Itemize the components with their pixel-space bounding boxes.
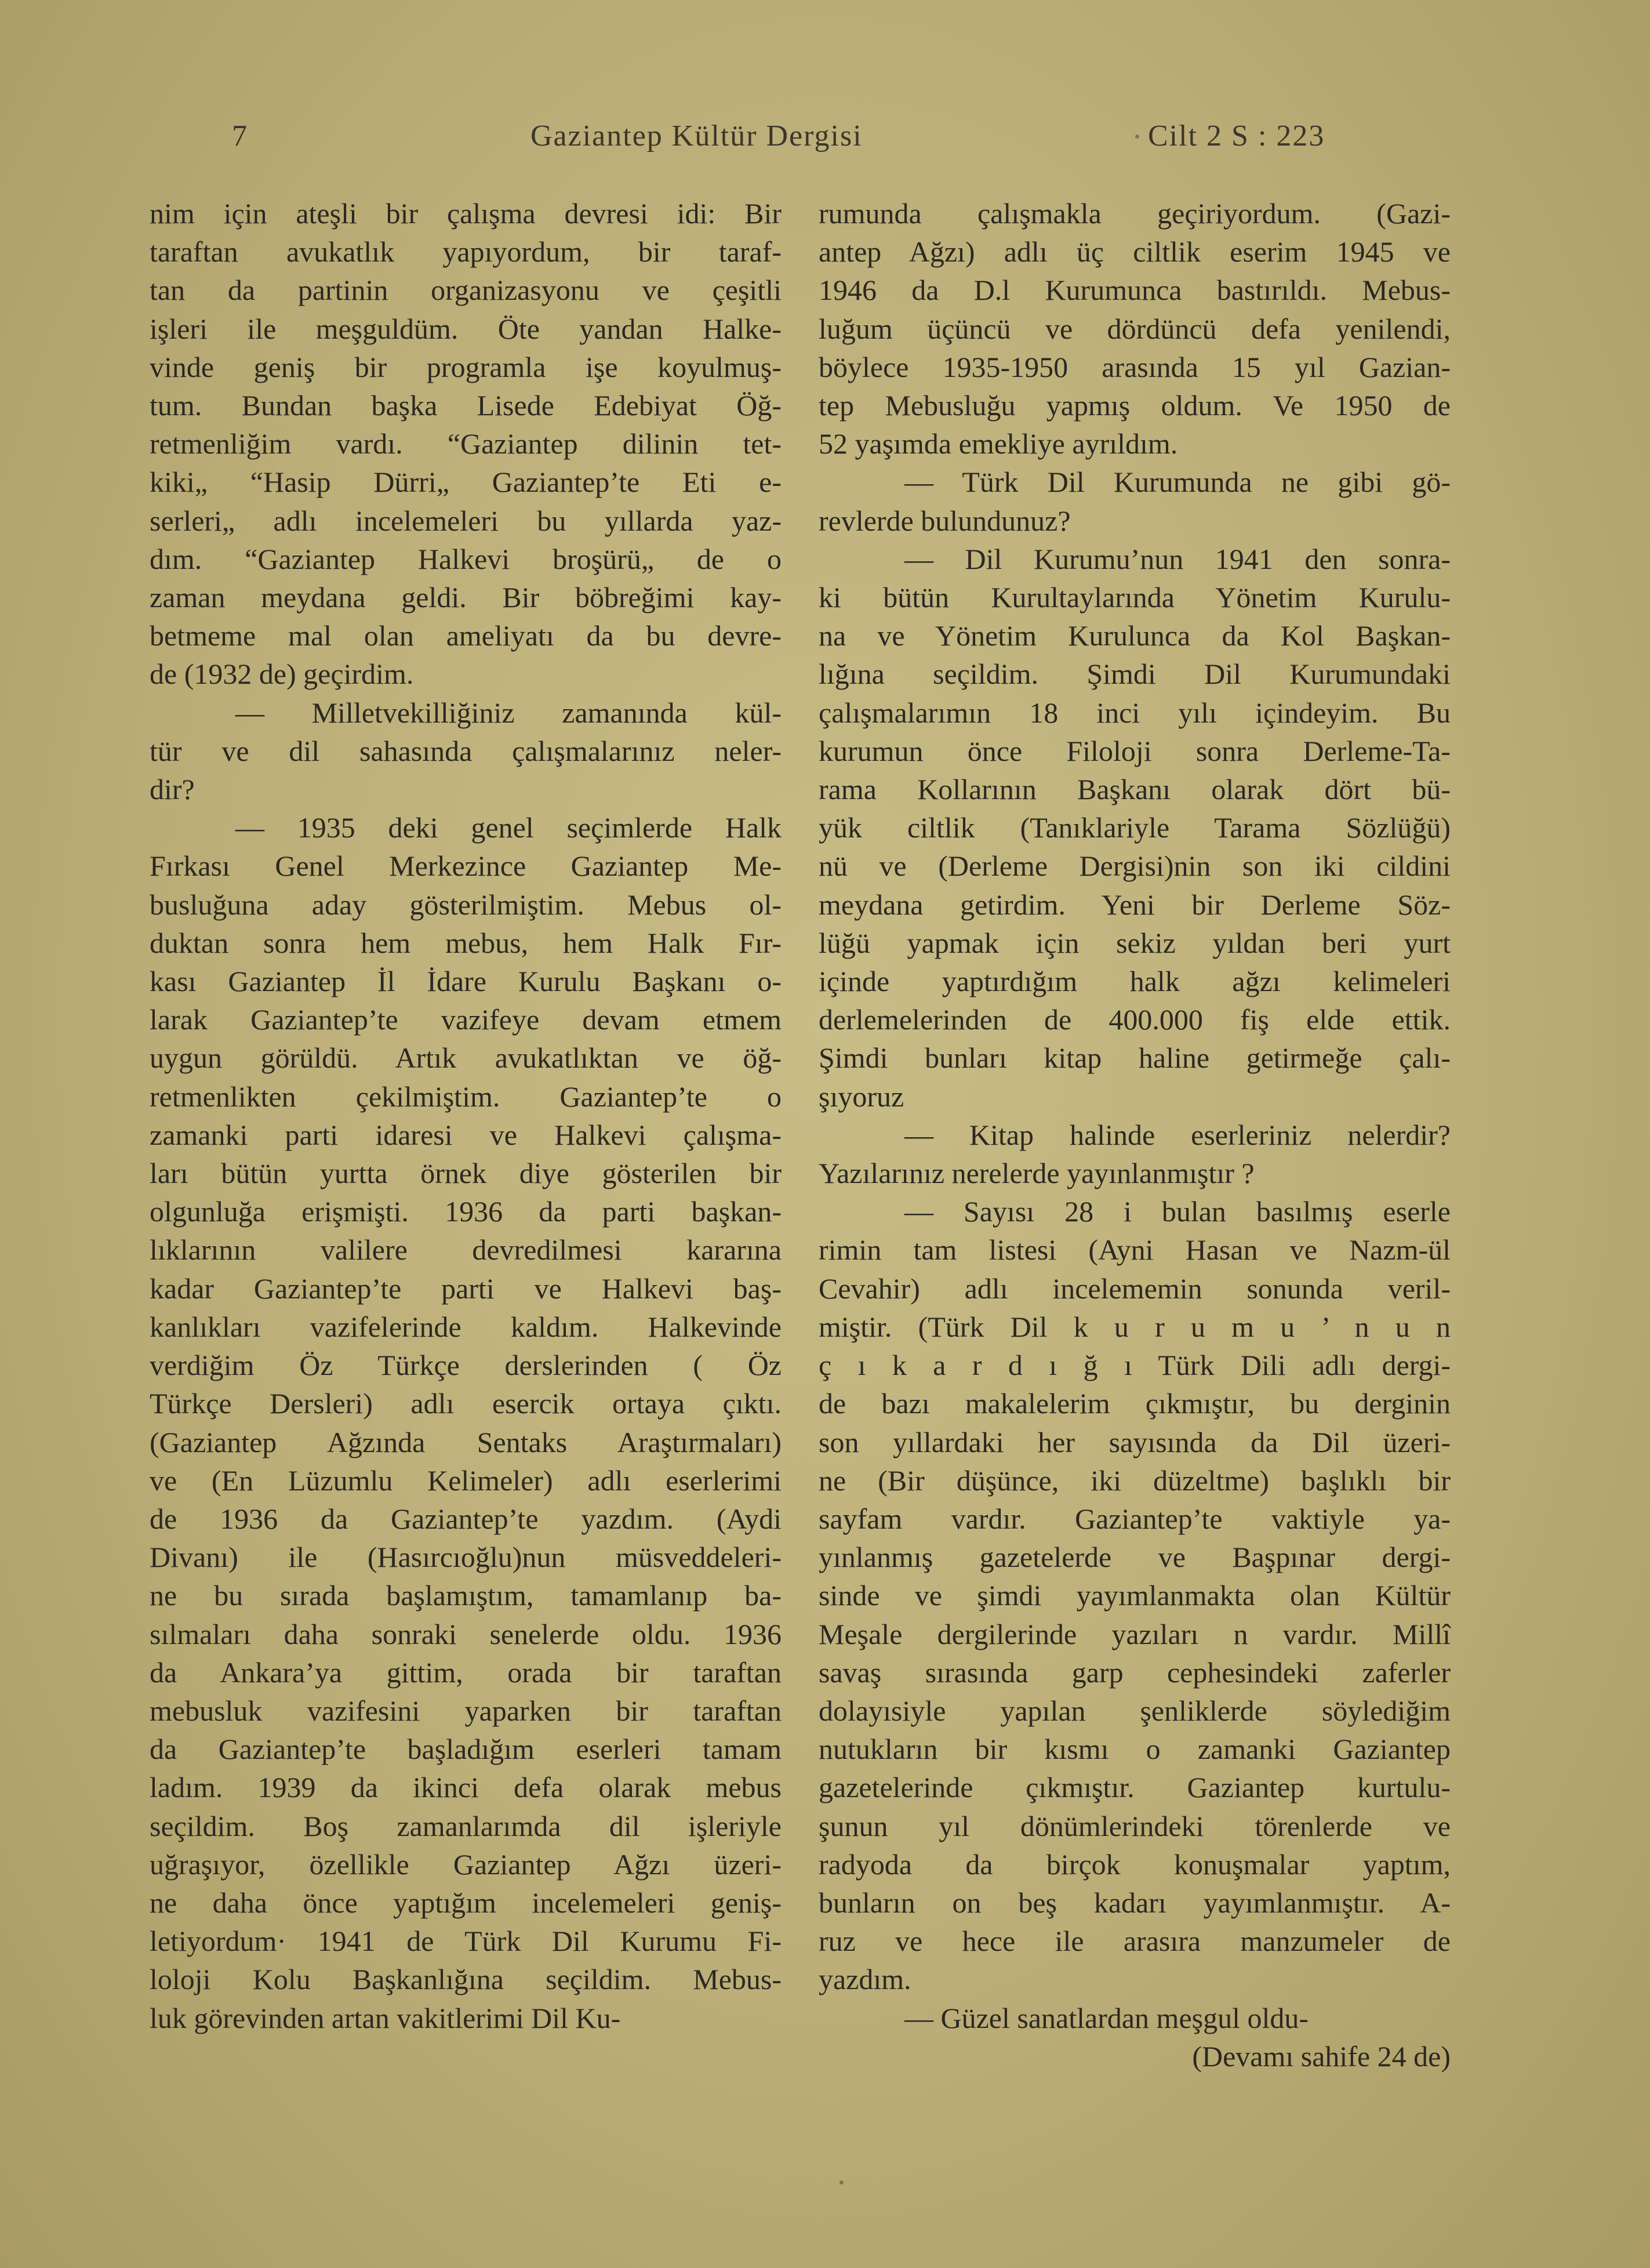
text-line: de 1936 da Gaziantep’te yazdım. (Aydi [150, 1502, 782, 1535]
text-line: betmeme mal olan ameliyatı da bu devre- [150, 619, 782, 652]
text-line: gazetelerinde çıkmıştır. Gaziantep kurtulu- [819, 1771, 1451, 1804]
text-line: miştir. (Türk Dil k u r u m u ’ n u n [819, 1310, 1451, 1343]
text-line: şıyoruz [819, 1080, 904, 1113]
text-line: taraftan avukatlık yapıyordum, bir taraf- [150, 235, 782, 268]
text-line: tan da partinin organizasyonu ve çeşitli [150, 274, 782, 307]
text-line: çalışmalarımın 18 inci yılı içindeyim. Bu [819, 696, 1451, 729]
text-line: loloji Kolu Başkanlığına seçildim. Mebus- [150, 1963, 782, 1996]
text-line: Fırkası Genel Merkezince Gaziantep Me- [150, 850, 782, 883]
text-line: uygun görüldü. Artık avukatlıktan ve öğ- [150, 1042, 782, 1075]
text-line: — Güzel sanatlardan meşgul oldu- [904, 2001, 1309, 2034]
text-line: ları bütün yurtta örnek diye gösterilen bir [150, 1157, 782, 1190]
text-line: zaman meydana geldi. Bir böbreğimi kay- [150, 581, 782, 614]
print-speck [839, 2180, 844, 2184]
text-line: revlerde bulundunuz? [819, 504, 1071, 537]
text-line: nutukların bir kısmı o zamanki Gaziantep [819, 1733, 1451, 1766]
text-line: ki bütün Kurultaylarında Yönetim Kurulu- [819, 581, 1451, 614]
text-line: na ve Yönetim Kurulunca da Kol Başkan- [819, 619, 1451, 652]
text-line: işleri ile meşguldüm. Öte yandan Halke- [150, 312, 782, 345]
left-text-column [150, 194, 782, 2037]
text-line: da Gaziantep’te başladığım eserleri tamam [150, 1733, 782, 1766]
text-line: tum. Bundan başka Lisede Edebiyat Öğ- [150, 389, 782, 422]
text-line: yazdım. [819, 1963, 911, 1996]
text-line: rimin tam listesi (Ayni Hasan ve Nazm-ül [819, 1233, 1451, 1267]
text-line: kanlıkları vazifelerinde kaldım. Halkevinde [150, 1310, 782, 1343]
text-line: da Ankara’ya gittim, orada bir taraftan [150, 1656, 782, 1689]
text-line: letiyordum· 1941 de Türk Dil Kurumu Fi- [150, 1925, 782, 1958]
text-line: retmenliğim vardı. “Gaziantep dilinin tet- [150, 427, 782, 460]
text-line: vinde geniş bir programla işe koyulmuş- [150, 350, 782, 383]
text-line: duktan sonra hem mebus, hem Halk Fır- [150, 926, 782, 959]
text-line: luk görevinden artan vakitlerimi Dil Ku- [150, 2001, 621, 2034]
text-line: — 1935 deki genel seçimlerde Halk [235, 811, 782, 844]
text-line: ç ı k a r d ı ğ ı Türk Dili adlı dergi- [819, 1349, 1451, 1382]
text-line: mebusluk vazifesini yaparken bir taraftan [150, 1694, 782, 1727]
text-line: (Devamı sahife 24 de) [1192, 2040, 1451, 2073]
text-line: rumunda çalışmakla geçiriyordum. (Gazi- [819, 197, 1451, 230]
text-line: ladım. 1939 da ikinci defa olarak mebus [150, 1771, 782, 1804]
text-line: antep Ağzı) adlı üç ciltlik eserim 1945 ve [819, 235, 1451, 268]
right-text-column [819, 194, 1451, 2075]
text-line: lığına seçildim. Şimdi Dil Kurumundaki [819, 658, 1451, 691]
text-line: lüğü yapmak için sekiz yıldan beri yurt [819, 926, 1451, 959]
issue-number: Cilt 2 S : 223 [1148, 119, 1325, 153]
text-line: içinde yaptırdığım halk ağzı kelimeleri [819, 965, 1451, 998]
text-line: derlemelerinden de 400.000 fiş elde ettik. [819, 1003, 1451, 1036]
text-line: kadar Gaziantep’te parti ve Halkevi baş- [150, 1272, 782, 1305]
text-line: Şimdi bunları kitap haline getirmeğe çalı- [819, 1042, 1451, 1075]
text-line: nü ve (Derleme Dergisi)nin son iki cildini [819, 850, 1451, 883]
text-line: Divanı) ile (Hasırcıoğlu)nun müsveddeleri- [150, 1541, 782, 1574]
text-line: sılmaları daha sonraki senelerde oldu. 1936 [150, 1617, 782, 1650]
text-line: kiki„ “Hasip Dürri„ Gaziantep’te Eti e- [150, 466, 782, 499]
text-line: verdiğim Öz Türkçe derslerinden ( Öz [150, 1349, 782, 1382]
text-line: busluğuna aday gösterilmiştim. Mebus ol- [150, 888, 782, 921]
text-line: — Sayısı 28 i bulan basılmış eserle [904, 1195, 1451, 1228]
text-line: tep Mebusluğu yapmış oldum. Ve 1950 de [819, 389, 1451, 422]
text-line: bunların on beş kadarı yayımlanmıştır. A- [819, 1886, 1451, 1919]
text-line: sayfam vardır. Gaziantep’te vaktiyle ya- [819, 1502, 1451, 1535]
text-line: Meşale dergilerinde yazıları n vardır. Millî [819, 1617, 1451, 1650]
text-line: de bazı makalelerim çıkmıştır, bu derginin [819, 1387, 1451, 1420]
text-line: — Kitap halinde eserleriniz nelerdir? [904, 1118, 1451, 1151]
text-line: — Milletvekilliğiniz zamanında kül- [235, 696, 782, 729]
text-line: tür ve dil sahasında çalışmalarınız neler- [150, 734, 782, 767]
text-line: böylece 1935-1950 arasında 15 yıl Gazian- [819, 350, 1451, 383]
text-line: Cevahir) adlı incelememin sonunda veril- [819, 1272, 1451, 1305]
text-line: sinde ve şimdi yayımlanmakta olan Kültür [819, 1579, 1451, 1612]
text-line: dir? [150, 773, 195, 806]
text-line: şunun yıl dönümlerindeki törenlerde ve [819, 1809, 1451, 1842]
text-line: yük ciltlik (Tanıklariyle Tarama Sözlüğü) [819, 811, 1451, 844]
text-line: luğum üçüncü ve dördüncü defa yenilendi, [819, 312, 1451, 345]
text-line: dolayısiyle yapılan şenliklerde söylediğim [819, 1694, 1451, 1727]
text-line: savaş sırasında garp cephesindeki zaferler [819, 1656, 1451, 1689]
text-line: yınlanmış gazetelerde ve Başpınar dergi- [819, 1541, 1451, 1574]
text-line: larak Gaziantep’te vazifeye devam etmem [150, 1003, 782, 1036]
text-line: — Türk Dil Kurumunda ne gibi gö- [904, 466, 1451, 499]
text-line: 52 yaşımda emekliye ayrıldım. [819, 427, 1178, 460]
page-header [226, 119, 1368, 165]
text-line: kası Gaziantep İl İdare Kurulu Başkanı o- [150, 965, 782, 998]
text-line: de (1932 de) geçirdim. [150, 658, 414, 691]
text-line: 1946 da D.l Kurumunca bastırıldı. Mebus- [819, 274, 1451, 307]
text-line: dım. “Gaziantep Halkevi broşürü„ de o [150, 542, 782, 575]
text-line: lıklarının valilere devredilmesi kararına [150, 1233, 782, 1267]
text-line: ruz ve hece ile arasıra manzumeler de [819, 1925, 1451, 1958]
text-line: Türkçe Dersleri) adlı esercik ortaya çıktı. [150, 1387, 782, 1420]
text-line: meydana getirdim. Yeni bir Derleme Söz- [819, 888, 1451, 921]
page-number: 7 [232, 119, 248, 153]
text-line: seçildim. Boş zamanlarımda dil işleriyle [150, 1809, 782, 1842]
text-line: kurumun önce Filoloji sonra Derleme-Ta- [819, 734, 1451, 767]
text-line: nim için ateşli bir çalışma devresi idi: Bir [150, 197, 782, 230]
text-line: retmenlikten çekilmiştim. Gaziantep’te o [150, 1080, 782, 1113]
text-line: (Gaziantep Ağzında Sentaks Araştırmaları) [150, 1425, 782, 1458]
text-line: Yazılarınız nerelerde yayınlanmıştır ? [819, 1157, 1255, 1190]
text-line: ne (Bir düşünce, iki düzeltme) başlıklı bir [819, 1464, 1451, 1497]
text-line: — Dil Kurumu’nun 1941 den sonra- [904, 542, 1451, 575]
journal-title: Gaziantep Kültür Dergisi [530, 119, 863, 153]
print-speck [1135, 135, 1139, 139]
text-line: zamanki parti idaresi ve Halkevi çalışma- [150, 1118, 782, 1151]
text-line: serleri„ adlı incelemeleri bu yıllarda yaz- [150, 504, 782, 537]
text-line: rama Kollarının Başkanı olarak dört bü- [819, 773, 1451, 806]
text-line: uğraşıyor, özellikle Gaziantep Ağzı üzeri- [150, 1848, 782, 1881]
text-line: ne bu sırada başlamıştım, tamamlanıp ba- [150, 1579, 782, 1612]
text-line: ve (En Lüzumlu Kelimeler) adlı eserlerimi [150, 1464, 782, 1497]
text-line: son yıllardaki her sayısında da Dil üzeri- [819, 1425, 1451, 1458]
text-line: olgunluğa erişmişti. 1936 da parti başkan- [150, 1195, 782, 1228]
text-line: ne daha önce yaptığım incelemeleri geniş- [150, 1886, 782, 1919]
text-line: radyoda da birçok konuşmalar yaptım, [819, 1848, 1451, 1881]
